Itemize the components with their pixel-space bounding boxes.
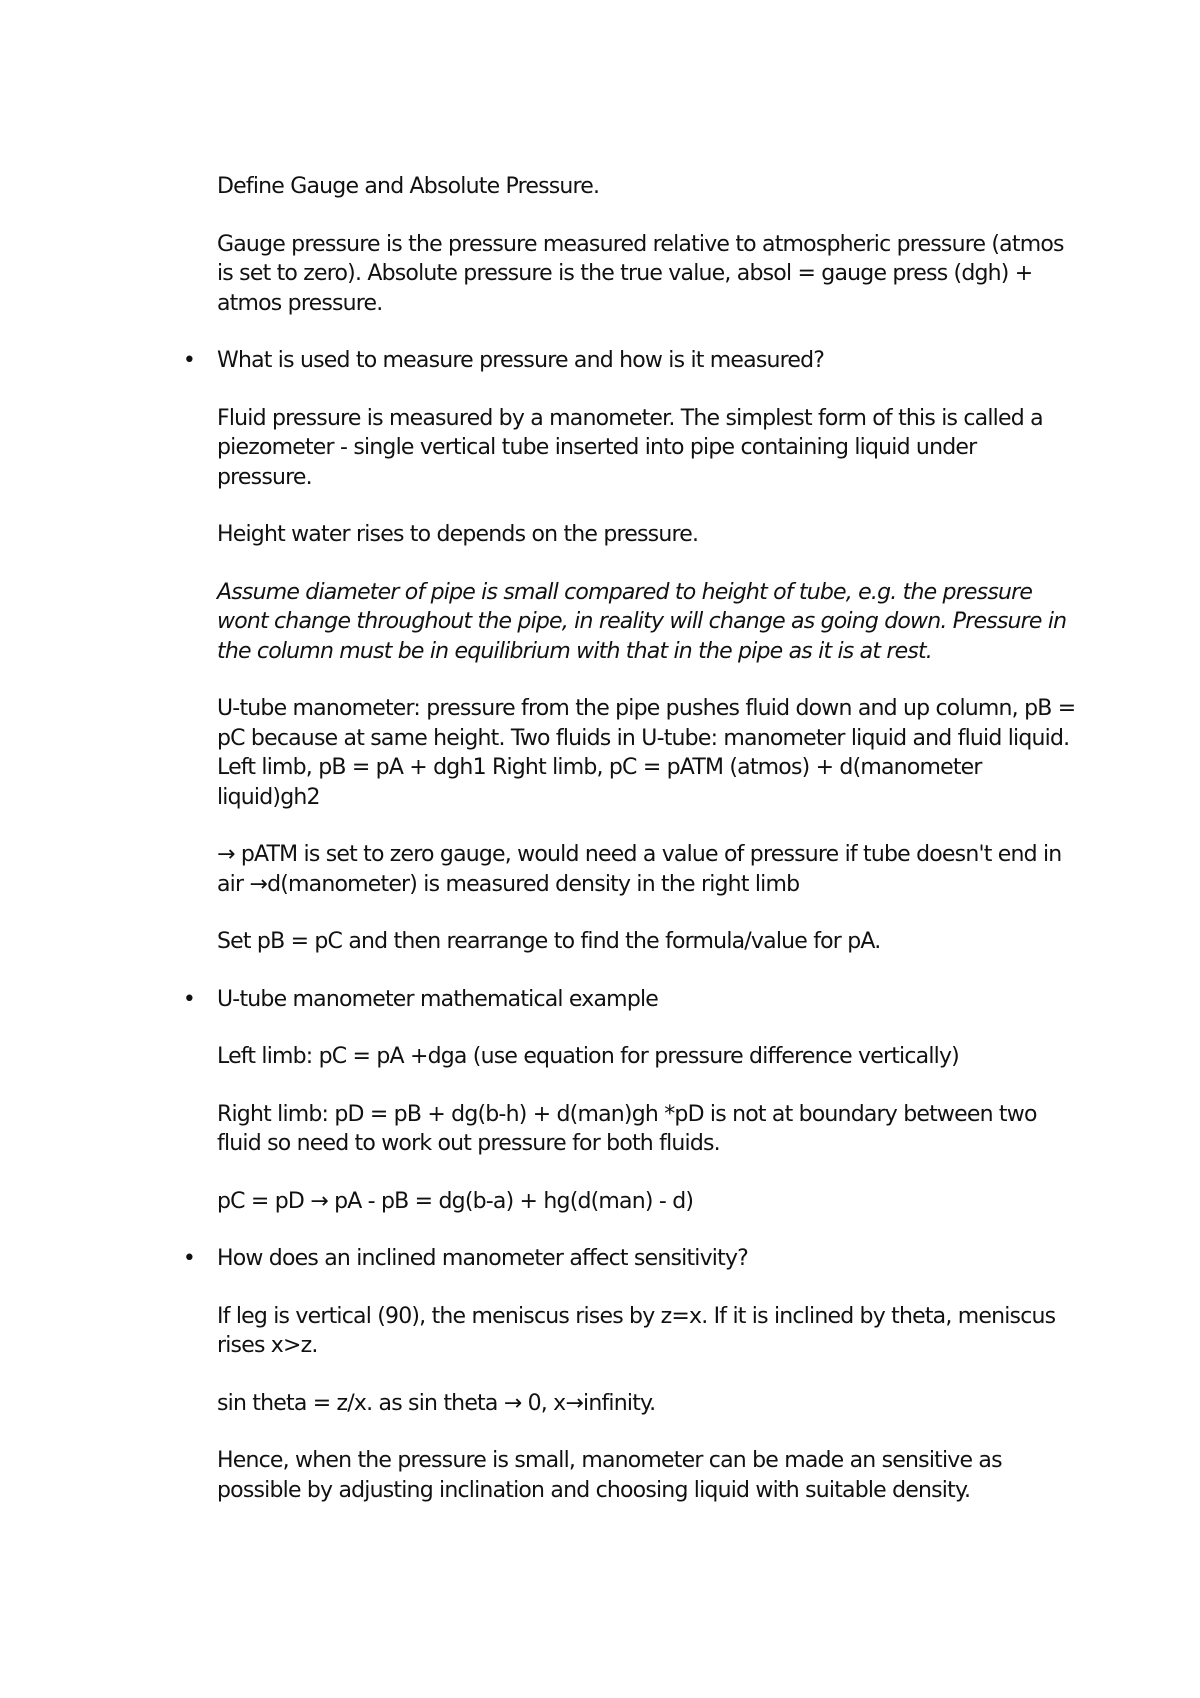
paragraph-left-limb: Left limb: pC = pA +dga (use equation for pressure difference vertically) [217,1044,959,1069]
bullet-text: U-tube manometer mathematical example [217,986,659,1012]
document-body [182,172,1077,1533]
paragraph-pc-equals-pd: pC = pD → pA - pB = dg(b-a) + hg(d(man) - d) [217,1188,694,1214]
paragraph-height: Height water rises to depends on the pressure. [217,522,699,547]
paragraph-vertical-leg: If leg is vertical (90), the meniscus rises by z=x. If it is inclined by theta, meniscus rises x>z. [217,1303,1056,1358]
paragraph-patm: → pATM is set to zero gauge, would need a value of pressure if tube doesn't end in air →d(manometer) is measured density in the right limb [217,842,1062,897]
bullet-text: How does an inclined manometer affect sensitivity? [217,1246,749,1271]
paragraph-sin-theta: sin theta = z/x. as sin theta → 0, x→infinity. [217,1390,656,1416]
bullet-item-measure-pressure [182,346,1077,376]
heading-question: Define Gauge and Absolute Pressure. [217,174,600,199]
bullet-icon: • [182,348,196,373]
bullet-icon: • [182,986,196,1012]
paragraph-manometer: Fluid pressure is measured by a manometer. The simplest form of this is called a piezometer - single vertical tube inserted into pipe containing liquid under pressure. [217,405,1043,490]
bullet-item-u-tube-example [182,985,1077,1015]
paragraph-right-limb: Right limb: pD = pB + dg(b-h) + d(man)gh *pD is not at boundary between two fluid so need to work out pressure for both fluids. [217,1101,1037,1156]
bullet-text: What is used to measure pressure and how is it measured? [217,348,825,373]
bullet-icon: • [182,1246,196,1271]
paragraph-gauge-definition: Gauge pressure is the pressure measured relative to atmospheric pressure (atmos is set to zero). Absolute pressure is the true value, absol = gauge press (dgh) + atmos pressure. [217,231,1064,316]
bullet-item-inclined-manometer [182,1244,1077,1274]
paragraph-rearrange: Set pB = pC and then rearrange to find the formula/value for pA. [217,929,881,954]
paragraph-assumption: Assume diameter of pipe is small compared to height of tube, e.g. the pressure wont change throughout the pipe, in reality will change as going down. Pressure in the column must be in equilibrium with that in the pipe as it is at rest. [217,579,1067,664]
paragraph-u-tube: U-tube manometer: pressure from the pipe pushes fluid down and up column, pB = pC because at same height. Two fluids in U-tube: manometer liquid and fluid liquid. Left limb, pB = pA + dgh1 Right limb, pC = pATM (atmos) + d(manometer liquid)gh2 [217,696,1076,810]
paragraph-conclusion: Hence, when the pressure is small, manometer can be made an sensitive as possible by adjusting inclination and choosing liquid with suitable density. [217,1448,1002,1503]
